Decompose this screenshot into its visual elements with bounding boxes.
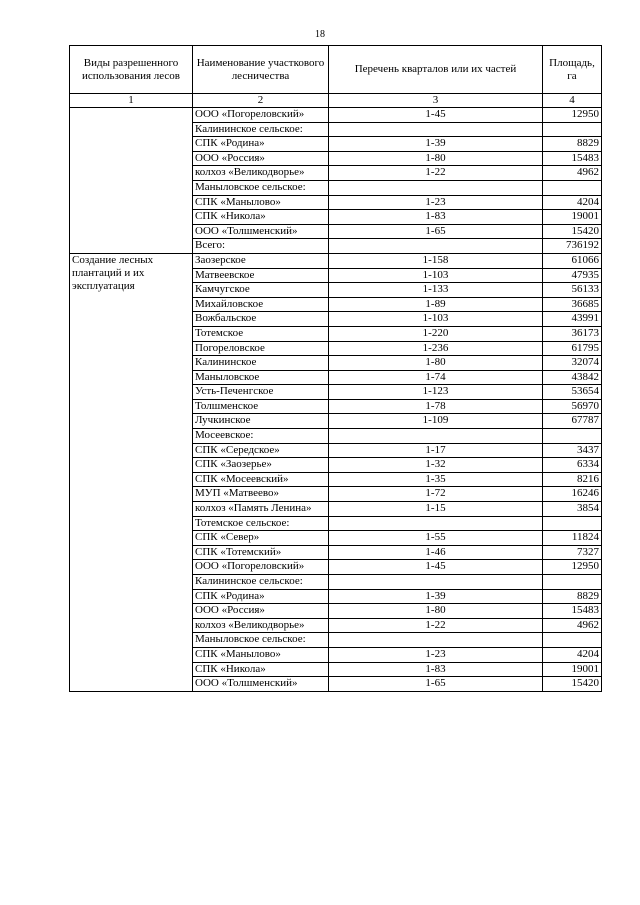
quarters-cell: 1-83 xyxy=(329,210,543,225)
forestry-name-cell: ООО «Россия» xyxy=(193,151,329,166)
forest-use-table xyxy=(69,45,602,692)
area-cell xyxy=(543,633,602,648)
forestry-name-cell: Маныловское сельское: xyxy=(193,633,329,648)
area-cell: 19001 xyxy=(543,210,602,225)
quarters-cell: 1-65 xyxy=(329,677,543,692)
quarters-cell xyxy=(329,516,543,531)
area-cell: 56133 xyxy=(543,283,602,298)
quarters-cell: 1-83 xyxy=(329,662,543,677)
area-cell: 3437 xyxy=(543,443,602,458)
area-cell: 15483 xyxy=(543,151,602,166)
quarters-cell: 1-22 xyxy=(329,166,543,181)
forestry-name-cell: колхоз «Великодворье» xyxy=(193,618,329,633)
quarters-cell: 1-103 xyxy=(329,268,543,283)
column-number: 3 xyxy=(329,94,543,108)
forestry-name-cell: Калининское xyxy=(193,356,329,371)
forestry-name-cell: колхоз «Великодворье» xyxy=(193,166,329,181)
forestry-name-cell: Тотемское сельское: xyxy=(193,516,329,531)
area-cell: 7327 xyxy=(543,545,602,560)
quarters-cell: 1-109 xyxy=(329,414,543,429)
forestry-name-cell: СПК «Середское» xyxy=(193,443,329,458)
quarters-cell: 1-74 xyxy=(329,370,543,385)
area-cell: 8216 xyxy=(543,472,602,487)
area-cell: 4204 xyxy=(543,647,602,662)
forestry-name-cell: Калининское сельское: xyxy=(193,122,329,137)
area-cell: 6334 xyxy=(543,458,602,473)
forestry-name-cell: ООО «Толшменский» xyxy=(193,224,329,239)
quarters-cell: 1-45 xyxy=(329,108,543,123)
forestry-name-cell: СПК «Заозерье» xyxy=(193,458,329,473)
forestry-name-cell: Усть-Печенгское xyxy=(193,385,329,400)
use-type-cell xyxy=(70,108,193,254)
forestry-name-cell: Камчугское xyxy=(193,283,329,298)
forestry-name-cell: МУП «Матвеево» xyxy=(193,487,329,502)
area-cell: 736192 xyxy=(543,239,602,254)
quarters-cell: 1-78 xyxy=(329,399,543,414)
quarters-cell: 1-65 xyxy=(329,224,543,239)
forestry-name-cell: ООО «Толшменский» xyxy=(193,677,329,692)
page-number: 18 xyxy=(315,29,325,40)
area-cell: 19001 xyxy=(543,662,602,677)
column-number: 4 xyxy=(543,94,602,108)
forestry-name-cell: Лучкинское xyxy=(193,414,329,429)
quarters-cell: 1-123 xyxy=(329,385,543,400)
area-cell: 12950 xyxy=(543,108,602,123)
table-row xyxy=(70,253,602,268)
area-cell: 16246 xyxy=(543,487,602,502)
quarters-cell xyxy=(329,633,543,648)
quarters-cell xyxy=(329,575,543,590)
forestry-name-cell: СПК «Север» xyxy=(193,531,329,546)
area-cell: 12950 xyxy=(543,560,602,575)
area-cell: 43991 xyxy=(543,312,602,327)
forestry-name-cell: СПК «Манылово» xyxy=(193,195,329,210)
forestry-name-cell: СПК «Никола» xyxy=(193,662,329,677)
header-use-type: Виды разрешенного использования лесов xyxy=(70,46,193,94)
forestry-name-cell: Михайловское xyxy=(193,297,329,312)
area-cell: 43842 xyxy=(543,370,602,385)
quarters-cell xyxy=(329,122,543,137)
forestry-name-cell: СПК «Тотемский» xyxy=(193,545,329,560)
quarters-cell xyxy=(329,180,543,195)
quarters-cell: 1-17 xyxy=(329,443,543,458)
forestry-name-cell: Заозерское xyxy=(193,253,329,268)
quarters-cell: 1-80 xyxy=(329,356,543,371)
area-cell: 32074 xyxy=(543,356,602,371)
area-cell: 61795 xyxy=(543,341,602,356)
area-cell: 15420 xyxy=(543,224,602,239)
quarters-cell: 1-35 xyxy=(329,472,543,487)
quarters-cell: 1-39 xyxy=(329,137,543,152)
area-cell: 53654 xyxy=(543,385,602,400)
quarters-cell: 1-80 xyxy=(329,604,543,619)
area-cell: 15483 xyxy=(543,604,602,619)
area-cell: 4962 xyxy=(543,166,602,181)
quarters-cell: 1-22 xyxy=(329,618,543,633)
quarters-cell: 1-23 xyxy=(329,647,543,662)
forestry-name-cell: Матвеевское xyxy=(193,268,329,283)
forestry-name-cell: СПК «Никола» xyxy=(193,210,329,225)
quarters-cell: 1-23 xyxy=(329,195,543,210)
area-cell: 36685 xyxy=(543,297,602,312)
area-cell xyxy=(543,180,602,195)
quarters-cell: 1-55 xyxy=(329,531,543,546)
area-cell: 4962 xyxy=(543,618,602,633)
area-cell xyxy=(543,122,602,137)
column-numbers-row xyxy=(70,94,602,108)
forestry-name-cell: СПК «Мосеевский» xyxy=(193,472,329,487)
quarters-cell xyxy=(329,239,543,254)
forestry-name-cell: Всего: xyxy=(193,239,329,254)
quarters-cell: 1-103 xyxy=(329,312,543,327)
forestry-name-cell: Вожбальское xyxy=(193,312,329,327)
quarters-cell: 1-32 xyxy=(329,458,543,473)
area-cell: 4204 xyxy=(543,195,602,210)
quarters-cell: 1-39 xyxy=(329,589,543,604)
forestry-name-cell: Мосеевское: xyxy=(193,429,329,444)
area-cell xyxy=(543,429,602,444)
forestry-name-cell: Тотемское xyxy=(193,326,329,341)
area-cell: 8829 xyxy=(543,137,602,152)
forestry-name-cell: ООО «Погореловский» xyxy=(193,108,329,123)
quarters-cell: 1-133 xyxy=(329,283,543,298)
area-cell: 61066 xyxy=(543,253,602,268)
area-cell: 36173 xyxy=(543,326,602,341)
quarters-cell: 1-72 xyxy=(329,487,543,502)
area-cell: 8829 xyxy=(543,589,602,604)
use-type-cell: Создание лесных плантаций и их эксплуатация xyxy=(70,253,193,691)
area-cell: 15420 xyxy=(543,677,602,692)
table-header xyxy=(70,46,602,108)
quarters-cell xyxy=(329,429,543,444)
forestry-name-cell: колхоз «Память Ленина» xyxy=(193,502,329,517)
forestry-name-cell: Толшменское xyxy=(193,399,329,414)
forestry-name-cell: ООО «Погореловский» xyxy=(193,560,329,575)
quarters-cell: 1-158 xyxy=(329,253,543,268)
quarters-cell: 1-45 xyxy=(329,560,543,575)
quarters-cell: 1-220 xyxy=(329,326,543,341)
area-cell xyxy=(543,575,602,590)
area-cell: 56970 xyxy=(543,399,602,414)
column-number: 1 xyxy=(70,94,193,108)
header-forestry-name: Наименование участкового лесничества xyxy=(193,46,329,94)
header-quarters-list: Перечень кварталов или их частей xyxy=(329,46,543,94)
quarters-cell: 1-80 xyxy=(329,151,543,166)
area-cell: 11824 xyxy=(543,531,602,546)
area-cell: 47935 xyxy=(543,268,602,283)
area-cell: 67787 xyxy=(543,414,602,429)
quarters-cell: 1-236 xyxy=(329,341,543,356)
column-number: 2 xyxy=(193,94,329,108)
table-body xyxy=(70,108,602,692)
forestry-name-cell: Калининское сельское: xyxy=(193,575,329,590)
table-row xyxy=(70,108,602,123)
forestry-name-cell: Маныловское сельское: xyxy=(193,180,329,195)
forestry-name-cell: СПК «Родина» xyxy=(193,589,329,604)
forestry-name-cell: ООО «Россия» xyxy=(193,604,329,619)
forestry-name-cell: Погореловское xyxy=(193,341,329,356)
quarters-cell: 1-15 xyxy=(329,502,543,517)
forestry-name-cell: СПК «Манылово» xyxy=(193,647,329,662)
area-cell: 3854 xyxy=(543,502,602,517)
quarters-cell: 1-89 xyxy=(329,297,543,312)
header-area: Площадь, га xyxy=(543,46,602,94)
forestry-name-cell: СПК «Родина» xyxy=(193,137,329,152)
area-cell xyxy=(543,516,602,531)
quarters-cell: 1-46 xyxy=(329,545,543,560)
forestry-name-cell: Маныловское xyxy=(193,370,329,385)
